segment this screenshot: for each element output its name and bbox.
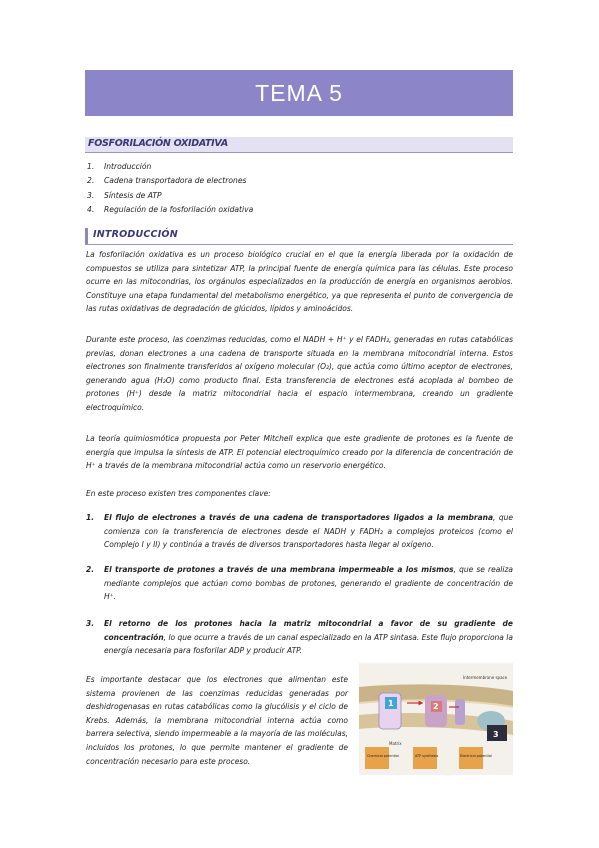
paragraph-components-intro: En este proceso existen tres componentes clave: (86, 489, 271, 498)
complex-1-label: 1 (388, 699, 394, 708)
toc-number: 3. (87, 190, 95, 200)
page-title: TEMA 5 (255, 79, 343, 106)
subsection-title: INTRODUCCIÓN (93, 229, 178, 240)
component-text: , que se realiza mediante complejos que actúan como bombas de protones, generando el gradiente de concentración de H⁺. (104, 565, 513, 602)
toc-number: 4. (87, 204, 95, 214)
diagram-svg (359, 663, 513, 775)
paragraph-mitchell: La teoría quimiosmótica propuesta por Peter Mitchell explica que este gradiente de protones es la fuente de energía que impulsa la síntesis de ATP. El potencial electroquímico creado por la diferencia de concentración de H⁺ a través de la membrana mitocondrial actúa como un reservorio energético. (86, 434, 513, 471)
box-atp-label: ATP synthesis (415, 754, 439, 758)
box-electrical (459, 747, 483, 769)
toc-label: Introducción (104, 162, 152, 171)
component-number: 3. (86, 619, 95, 628)
toc-item (87, 174, 253, 188)
toc-label: Síntesis de ATP (104, 190, 162, 200)
complex-2-label: 2 (433, 702, 439, 711)
toc-label: Regulación de la fosforilación oxidativa (104, 204, 254, 214)
toc-label: Cadena transportadora de electrones (104, 176, 247, 186)
box-atp (413, 747, 437, 769)
toc-number: 1. (87, 162, 95, 171)
section-header (85, 137, 513, 153)
component-item-1 (86, 511, 513, 552)
component-bold-text: El retorno de los protones hacia la matriz mitocondrial a favor de su gradiente de concentración (104, 619, 513, 642)
toc-number: 2. (87, 176, 95, 186)
subsection-header (85, 228, 513, 245)
title-banner (85, 70, 513, 116)
paragraph-coenzymes: Durante este proceso, las coenzimas reducidas, como el NADH + H⁺ y el FADH₂, generadas en rutas catabólicas previas, donan electrones a una cadena de transporte situada en la membrana mitocondrial interna. Estos electrones son finalmente transferidos al oxígeno molecular (O₂), que actúa como último aceptor de electrones, generando agua (H₂O) como producto final. Esta transferencia de electrones está acoplada al bombeo de protones (H⁺) desde la matriz mitocondrial hacia el espacio intermembrana, creando un gradiente electroquímico. (86, 335, 513, 412)
complex-3-label: 3 (493, 730, 499, 739)
box-chemical-label: Chemical potential (367, 754, 399, 758)
paragraph-closing: Es importante destacar que los electrones que alimentan este sistema provienen de las coenzimas reducidas generadas por deshidrogenasas en rutas catabólicas como la glucólisis y el ciclo de Krebs. Además, la membrana mitocondrial interna actúa como barrera selectiva, siendo impermeable a la mayoría de las moléculas, incluidos los protones, lo que permite mantener el gradiente de concentración necesario para este proceso. (86, 675, 348, 766)
component-number: 2. (86, 565, 95, 574)
component-bold-text: El transporte de protones a través de una membrana impermeable a los mismos (104, 565, 454, 574)
mitochondria-diagram (359, 663, 513, 775)
component-text: , lo que ocurre a través de un canal especializado en la ATP sintasa. Este flujo proporciona la energía necesaria para fosforilar ADP y producir ATP. (104, 632, 513, 656)
intermembrane-label: Intermembrane space (463, 675, 508, 680)
component-bold-text: El flujo de electrones a través de una cadena de transportadores ligados a la membrana (104, 513, 494, 522)
subsection-accent-bar (85, 228, 88, 244)
component-item-2 (86, 563, 513, 604)
component-text: , que comienza con la transferencia de electrones desde el NADH y FADH₂ a complejos proteicos (como el Complejo I y II) y continúa a través de diversos transportadores hasta llegar al oxígeno. (104, 513, 513, 550)
box-chemical (365, 747, 389, 769)
component-item-3 (86, 617, 513, 658)
table-of-contents (87, 160, 253, 217)
toc-item (87, 160, 253, 174)
section-title: FOSFORILACIÓN OXIDATIVA (88, 138, 228, 149)
toc-item (87, 189, 253, 203)
component-number: 1. (86, 513, 95, 522)
toc-item (87, 203, 253, 217)
matrix-label: Matrix (389, 741, 402, 746)
paragraph-intro: La fosforilación oxidativa es un proceso biológico crucial en el que la energía liberada por la oxidación de compuestos se utiliza para sintetizar ATP, la principal fuente de energía química para las células. Este proceso ocurre en las mitocondrias, los orgánulos especializados en la producción de energía en organismos aerobios. Constituye una etapa fundamental del metabolismo energético, ya que representa el punto de convergencia de las rutas oxidativas de degradación de glúcidos, lípidos y aminoácidos. (86, 250, 513, 314)
box-electrical-label: Electrical potential (460, 754, 492, 758)
